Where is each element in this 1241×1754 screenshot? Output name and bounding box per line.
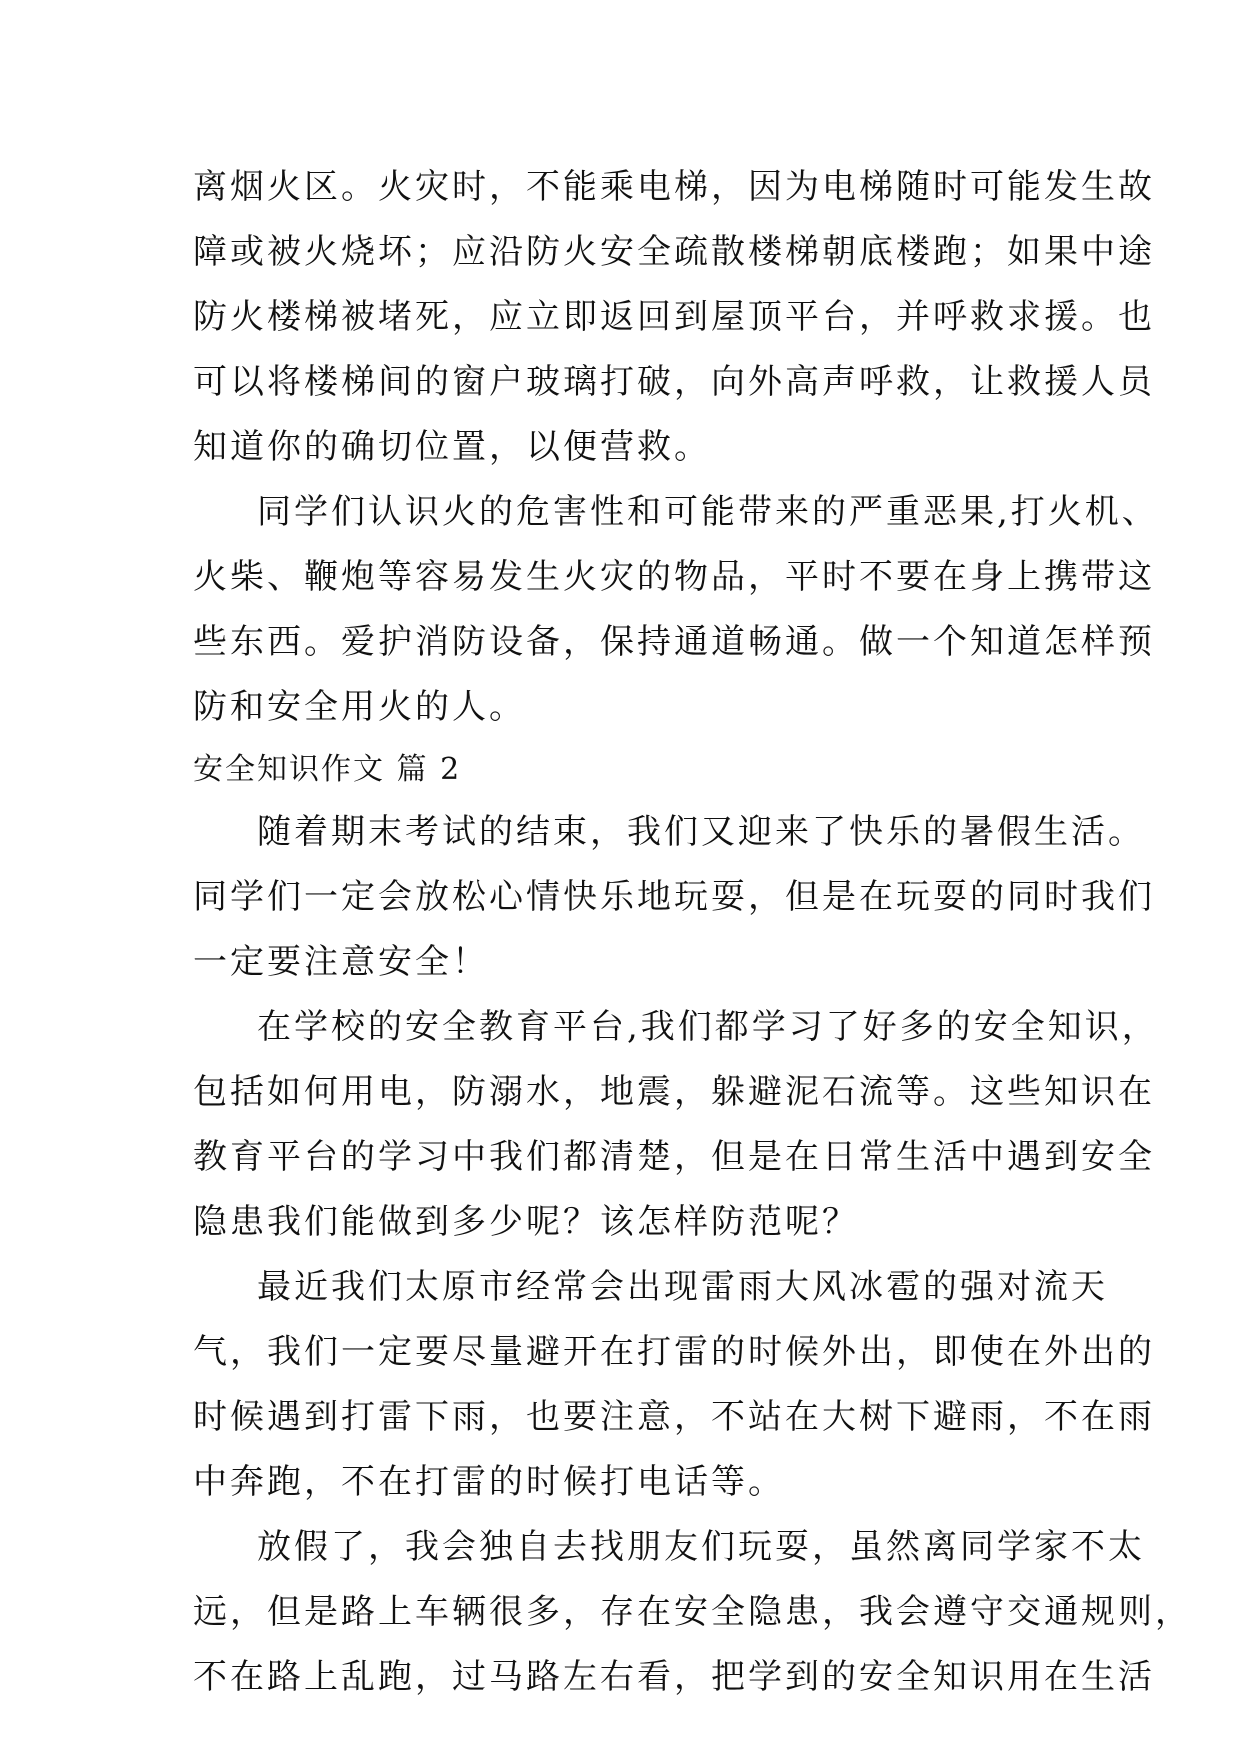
paragraph-line: 障或被火烧坏；应沿防火安全疏散楼梯朝底楼跑；如果中途 xyxy=(193,232,1155,272)
paragraph-line: 隐患我们能做到多少呢？该怎样防范呢？ xyxy=(193,1202,859,1242)
paragraph-line: 防和安全用火的人。 xyxy=(193,687,526,727)
paragraph-line: 防火楼梯被堵死，应立即返回到屋顶平台，并呼救求援。也 xyxy=(193,297,1155,337)
paragraph-first-line: 随着期末考试的结束，我们又迎来了快乐的暑假生活。 xyxy=(257,812,1145,852)
paragraph-line: 包括如何用电，防溺水，地震，躲避泥石流等。这些知识在 xyxy=(193,1072,1155,1112)
document-body xyxy=(193,155,1192,1710)
paragraph-first-line: 在学校的安全教育平台,我们都学习了好多的安全知识， xyxy=(257,1007,1159,1047)
section-heading: 安全知识作文 篇 2 xyxy=(193,752,462,787)
paragraph-line: 同学们一定会放松心情快乐地玩耍，但是在玩耍的同时我们 xyxy=(193,877,1155,917)
paragraph-line: 知道你的确切位置，以便营救。 xyxy=(193,427,711,467)
paragraph-line: 远，但是路上车辆很多，存在安全隐患，我会遵守交通规则， xyxy=(193,1592,1192,1632)
paragraph-first-line: 放假了，我会独自去找朋友们玩耍，虽然离同学家不太 xyxy=(257,1527,1145,1567)
paragraph-line: 一定要注意安全！ xyxy=(193,942,489,982)
paragraph-line: 火柴、鞭炮等容易发生火灾的物品，平时不要在身上携带这 xyxy=(193,557,1155,597)
paragraph-first-line: 最近我们太原市经常会出现雷雨大风冰雹的强对流天 xyxy=(257,1267,1108,1307)
paragraph-line: 可以将楼梯间的窗户玻璃打破，向外高声呼救，让救援人员 xyxy=(193,362,1155,402)
paragraph-line: 些东西。爱护消防设备，保持通道畅通。做一个知道怎样预 xyxy=(193,622,1155,662)
paragraph-line: 不在路上乱跑，过马路左右看，把学到的安全知识用在生活 xyxy=(193,1657,1155,1697)
paragraph-line: 中奔跑，不在打雷的时候打电话等。 xyxy=(193,1462,785,1502)
paragraph-line: 离烟火区。火灾时，不能乘电梯，因为电梯随时可能发生故 xyxy=(193,167,1155,207)
paragraph-first-line: 同学们认识火的危害性和可能带来的严重恶果,打火机、 xyxy=(257,492,1159,532)
paragraph-line: 时候遇到打雷下雨，也要注意，不站在大树下避雨，不在雨 xyxy=(193,1397,1155,1437)
paragraph-line: 教育平台的学习中我们都清楚，但是在日常生活中遇到安全 xyxy=(193,1137,1155,1177)
paragraph-line: 气，我们一定要尽量避开在打雷的时候外出，即使在外出的 xyxy=(193,1332,1155,1372)
